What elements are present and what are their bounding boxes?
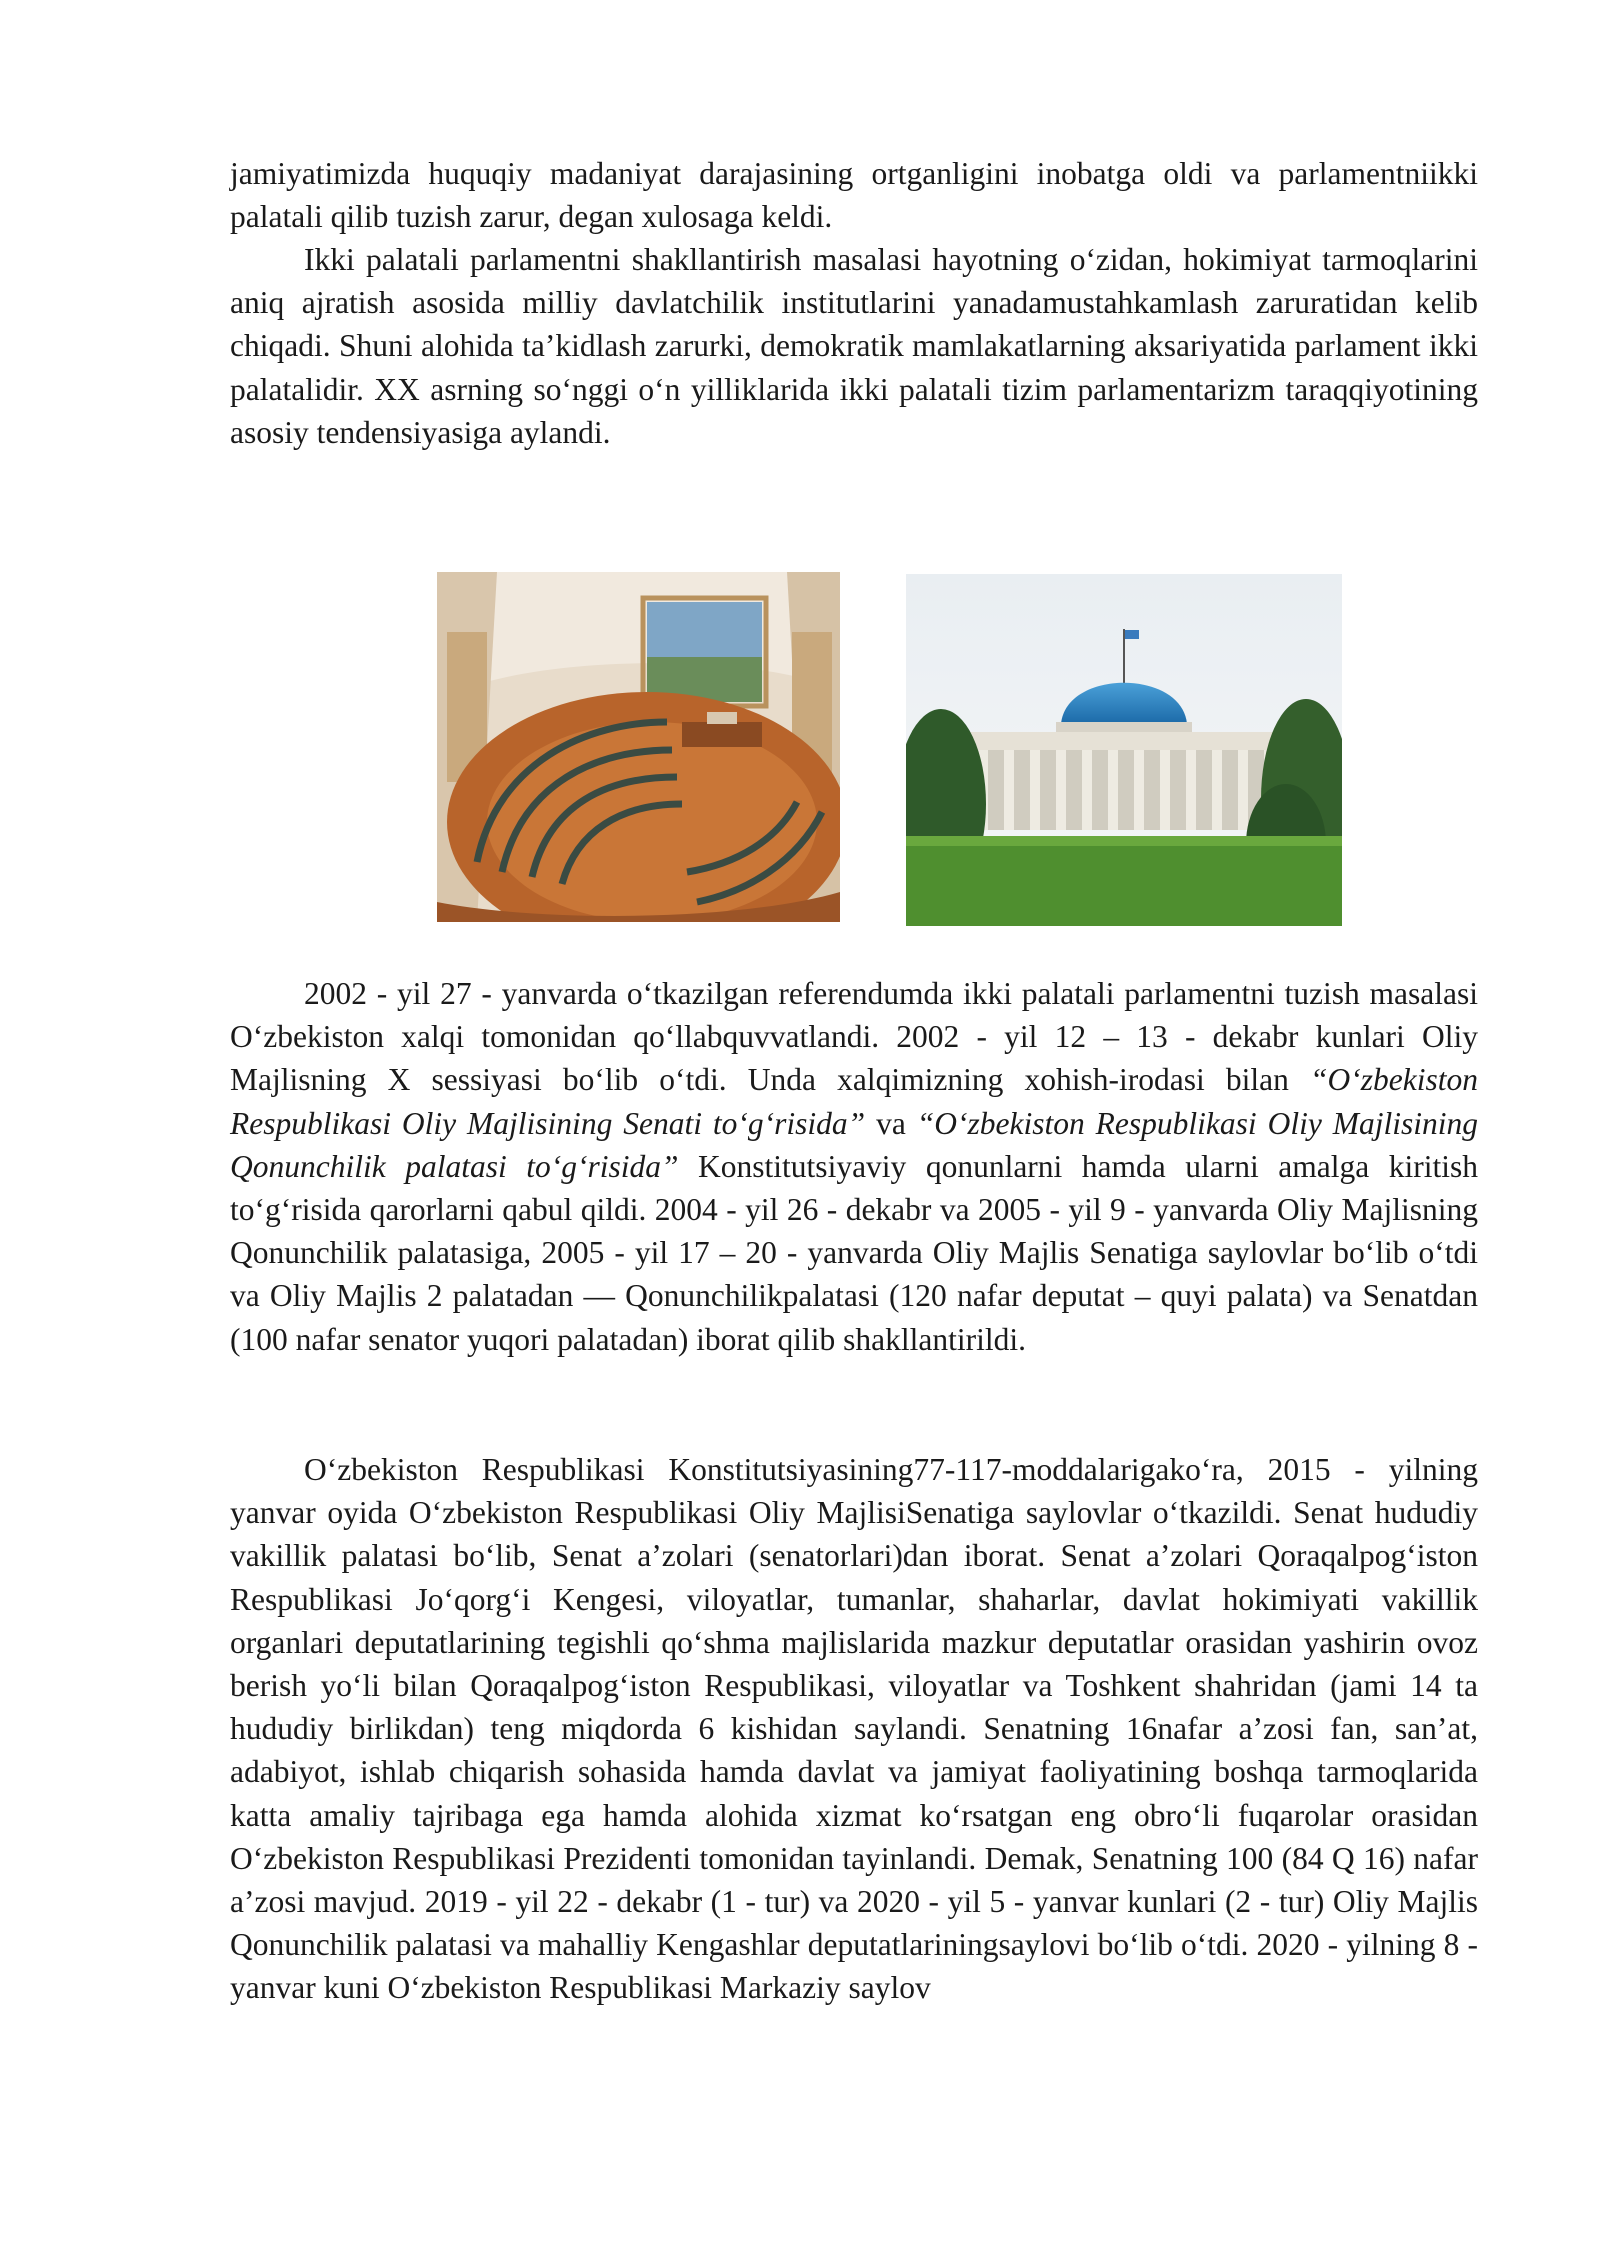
parliament-hall-photo xyxy=(437,572,840,922)
law-title-senate: “Oʻzbekiston Respublikasi Oliy Majlisining Senati toʻgʻrisida” xyxy=(230,1062,1478,1141)
hall-image xyxy=(437,572,840,922)
paragraph-4: Oʻzbekiston Respublikasi Konstitutsiyasining77-117-moddalarigakoʻra, 2015 - yilning yanvar oyida Oʻzbekiston Respublikasi Oliy MajlisiSenatiga saylovlar oʻtkazildi. Senat hududiy vakillik palatasi boʻlib, Senat aʼzolari (senatorlari)dan iborat. Senat aʼzolari Qoraqalpogʻiston Respublikasi Joʻqorgʻi Kengesi, viloyatlar, tumanlar, shaharlar, davlat hokimiyati vakillik organlari deputatlarining tegishli qoʻshma majlislarida mazkur deputatlar orasidan yashirin ovoz berish yoʻli bilan Qoraqalpogʻiston Respublikasi, viloyatlar va Toshkent shahridan (jami 14 ta hududiy birlikdan) teng miqdorda 6 kishidan saylandi. Senatning 16nafar aʼzosi fan, sanʼat, adabiyot, ishlab chiqarish sohasida hamda davlat va jamiyat faoliyatining boshqa tarmoqlarida katta amaliy tajribaga ega hamda alohida xizmat koʻrsatgan eng obroʻli fuqarolar orasidan Oʻzbekiston Respublikasi Prezidenti tomonidan tayinlandi. Demak, Senatning 100 (84 Q 16) nafar aʼzosi mavjud. 2019 - yil 22 - dekabr (1 - tur) va 2020 - yil 5 - yanvar kunlari (2 - tur) Oliy Majlis Qonunchilik palatasi va mahalliy Kengashlar deputatlariningsaylovi boʻlib oʻtdi. 2020 - yilning 8 - yanvar kuni Oʻzbekiston Respublikasi Markaziy saylov xyxy=(230,1452,1478,2006)
paragraph-3-text-2: va xyxy=(865,1105,917,1141)
paragraph-1: jamiyatimizda huquqiy madaniyat darajasining ortganligini inobatga oldi va parlamentniikki palatali qilib tuzish zarur, degan xulosaga keldi. xyxy=(230,156,1478,235)
parliament-building-photo xyxy=(906,574,1342,926)
building-image xyxy=(906,574,1342,926)
paragraph-2: Ikki palatali parlamentni shakllantirish masalasi hayotning oʻzidan, hokimiyat tarmoqlarini aniq ajratish asosida milliy davlatchilik institutlarini yanadamustahkamlash zaruratidan kelib chiqadi. Shuni alohida taʼkidlash zarurki, demokratik mamlakatlarning aksariyatida parlament ikki palatalidir. XX asrning soʻnggi oʻn yilliklarida ikki palatali tizim parlamentarizm taraqqiyotining asosiy tendensiyasiga aylandi. xyxy=(230,242,1478,450)
paragraph-3 xyxy=(230,972,1478,1361)
paragraph-3-text-1: 2002 - yil 27 - yanvarda oʻtkazilgan referendumda ikki palatali parlamentni tuzish masalasi Oʻzbekiston xalqi tomonidan qoʻllabquvvatlandi. 2002 - yil 12 – 13 - dekabr kunlari Oliy Majlisning X sessiyasi boʻlib oʻtdi. Unda xalqimizning xohish-irodasi bilan xyxy=(230,976,1478,1098)
paragraph-3-text-3: Konstitutsiyaviy qonunlarni hamda ularni amalga kiritish toʻgʻrisida qarorlarni qabul qildi. 2004 - yil 26 - dekabr va 2005 - yil 9 - yanvarda Oliy Majlisning Qonunchilik palatasiga, 2005 - yil 17 – 20 - yanvarda Oliy Majlis Senatiga saylovlar boʻlib oʻtdi va Oliy Majlis 2 palatadan — Qonunchilikpalatasi (120 nafar deputat – quyi palata) va Senatdan (100 nafar senator yuqori palatadan) iborat qilib shakllantirildi. xyxy=(230,1148,1478,1357)
law-title-legislative-chamber: “Oʻzbekiston Respublikasi Oliy Majlisining Qonunchilik palatasi toʻgʻrisida” xyxy=(230,1105,1478,1184)
